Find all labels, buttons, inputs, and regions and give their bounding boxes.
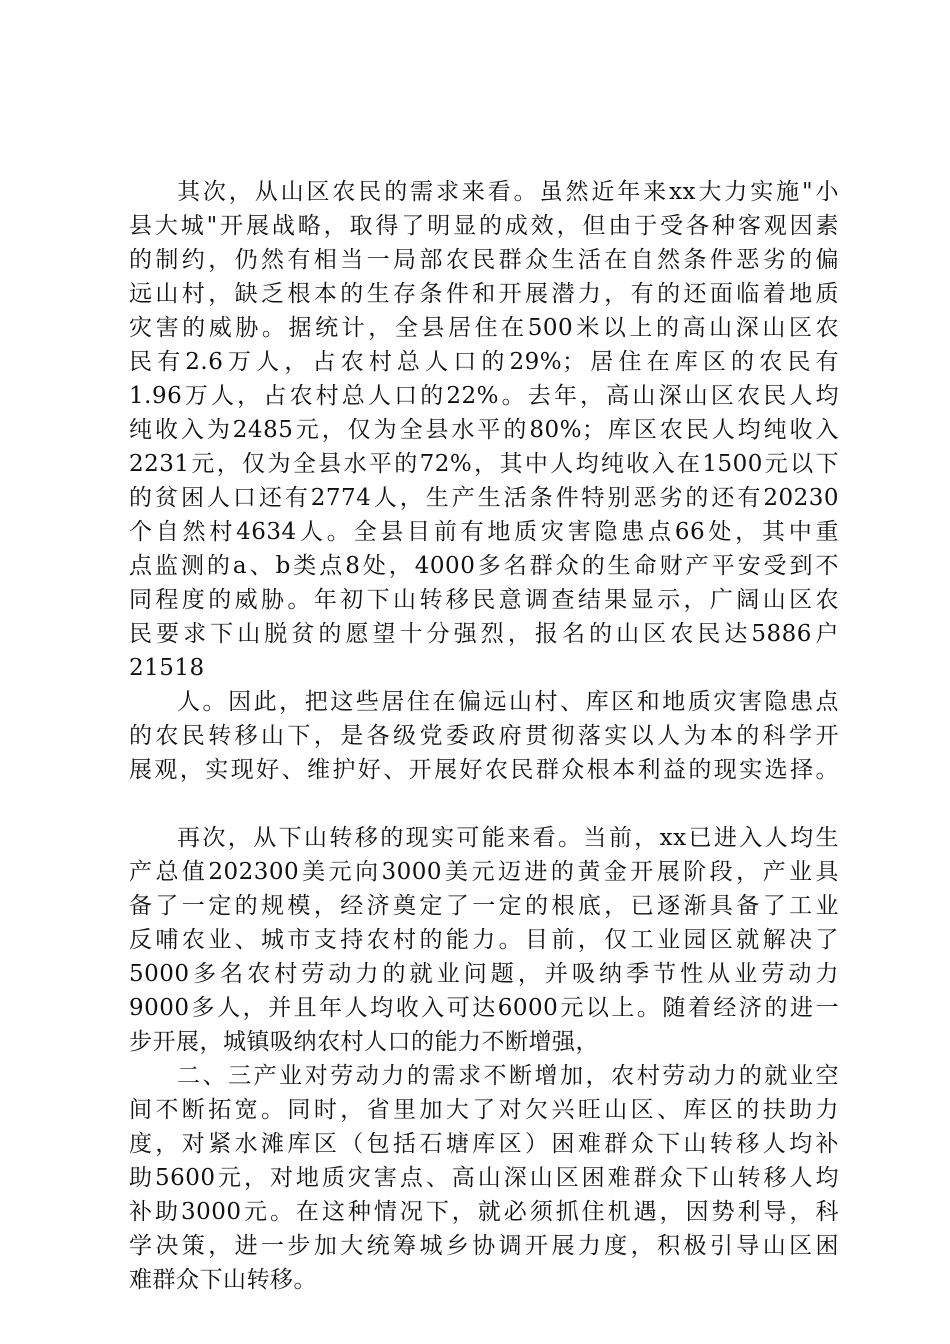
text-line: 的农民转移山下，是各级党委政府贯彻落实以人为本的科学开: [129, 723, 839, 749]
text-line: 个自然村4634人。全县目前有地质灾害隐患点66处，其中重: [129, 519, 839, 545]
text-line: 人。因此，把这些居住在偏远山村、库区和地质灾害隐患点: [177, 689, 839, 715]
text-line: 5000多名农村劳动力的就业问题，并吸纳季节性从业劳动力: [129, 961, 839, 987]
text-line: 备了一定的规模，经济奠定了一定的根底，已逐渐具备了工业: [129, 893, 839, 919]
text-line: 1.96万人，占农村总人口的22%。去年，高山深山区农民人均: [129, 383, 839, 409]
text-line: 反哺农业、城市支持农村的能力。目前，仅工业园区就解决了: [129, 927, 839, 953]
text-line: 灾害的威胁。据统计，全县居住在500米以上的高山深山区农: [129, 315, 839, 341]
text-line: 2231元，仅为全县水平的72%，其中人均纯收入在1500元以下: [129, 451, 839, 477]
text-line: 民有2.6万人，占农村总人口的29%；居住在库区的农民有: [129, 349, 839, 375]
text-line: 步开展，城镇吸纳农村人口的能力不断增强，: [129, 1029, 599, 1055]
text-line: 补助3000元。在这种情况下，就必须抓住机遇，因势利导，科: [129, 1199, 839, 1225]
text-line: 难群众下山转移。: [129, 1267, 317, 1293]
text-line: 的制约，仍然有相当一局部农民群众生活在自然条件恶劣的偏: [129, 247, 839, 273]
text-line: 产总值202300美元向3000美元迈进的黄金开展阶段，产业具: [129, 859, 839, 885]
text-line: 其次，从山区农民的需求来看。虽然近年来xx大力实施"小: [177, 179, 839, 205]
text-line: 度，对紧水滩库区（包括石塘库区）困难群众下山转移人均补: [129, 1131, 839, 1157]
text-line: 二、三产业对劳动力的需求不断增加，农村劳动力的就业空: [177, 1063, 839, 1089]
text-line: 县大城"开展战略，取得了明显的成效，但由于受各种客观因素: [129, 213, 839, 239]
text-line: 学决策，进一步加大统筹城乡协调开展力度，积极引导山区困: [129, 1233, 839, 1259]
text-line: 远山村，缺乏根本的生存条件和开展潜力，有的还面临着地质: [129, 281, 839, 307]
text-line: 的贫困人口还有2774人，生产生活条件特别恶劣的还有20230: [129, 485, 839, 511]
text-line: 9000多人，并且年人均收入可达6000元以上。随着经济的进一: [129, 995, 839, 1021]
text-line: 点监测的a、b类点8处，4000多名群众的生命财产平安受到不: [129, 553, 839, 579]
text-line: 21518: [129, 655, 205, 681]
text-line: 民要求下山脱贫的愿望十分强烈，报名的山区农民达5886户: [129, 621, 839, 647]
text-line: 纯收入为2485元，仅为全县水平的80%；库区农民人均纯收入: [129, 417, 839, 443]
text-line: 再次，从下山转移的现实可能来看。当前，xx已进入人均生: [177, 825, 839, 851]
text-line: 同程度的威胁。年初下山转移民意调查结果显示，广阔山区农: [129, 587, 839, 613]
text-line: 间不断拓宽。同时，省里加大了对欠兴旺山区、库区的扶助力: [129, 1097, 839, 1123]
text-line: 展观，实现好、维护好、开展好农民群众根本利益的现实选择。: [129, 757, 839, 783]
text-line: 助5600元，对地质灾害点、高山深山区困难群众下山转移人均: [129, 1165, 839, 1191]
